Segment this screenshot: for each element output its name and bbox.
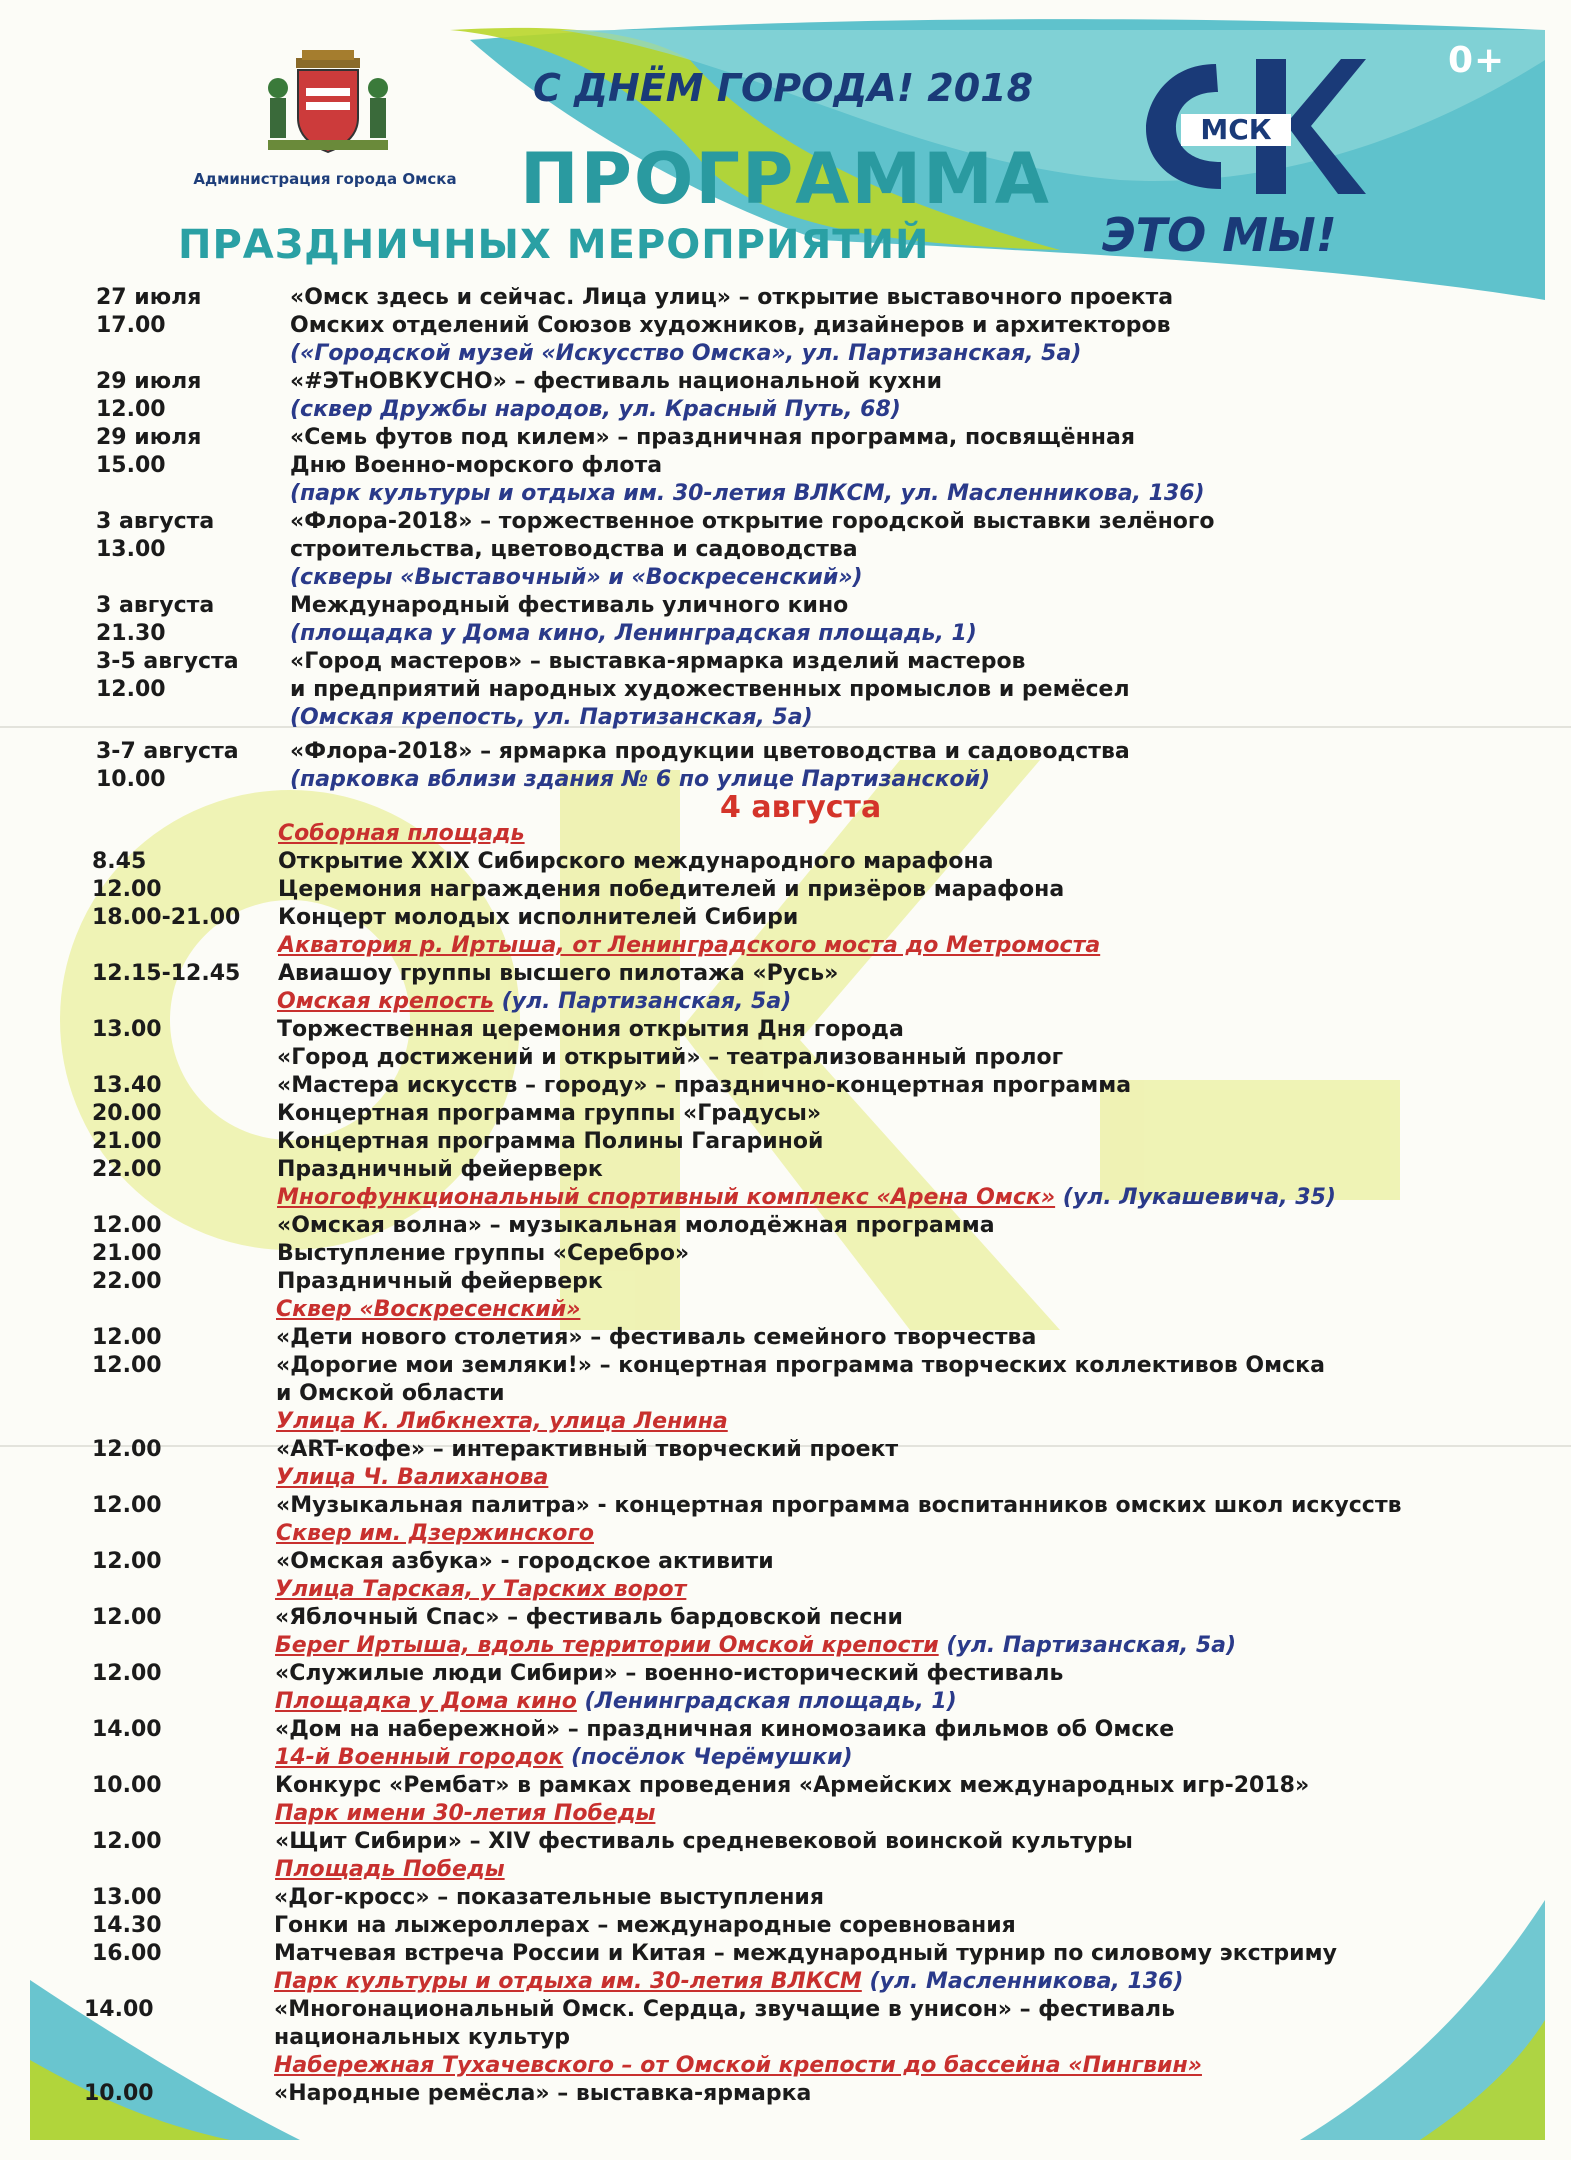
event-description: «Служилые люди Сибири» – военно-исторический фестиваль xyxy=(275,1661,1064,1686)
event-description: «Семь футов под килем» – праздничная программа, посвящённая xyxy=(290,425,1135,450)
venue-heading: Сквер им. Дзержинского xyxy=(276,1521,594,1546)
venue-heading: Сквер «Воскресенский» xyxy=(276,1297,581,1322)
event-description: Международный фестиваль уличного кино xyxy=(290,593,849,618)
event-time: 12.00 xyxy=(92,877,162,902)
event-description: «Яблочный Спас» – фестиваль бардовской песни xyxy=(275,1605,903,1630)
slogan-text: ЭТО МЫ! xyxy=(1102,208,1337,262)
event-description: и предприятий народных художественных промыслов и ремёсел xyxy=(290,677,1130,702)
greeting-text: С ДНЁМ ГОРОДА! xyxy=(533,66,915,110)
event-description: «Народные ремёсла» – выставка-ярмарка xyxy=(274,2081,812,2106)
event-time: 13.00 xyxy=(92,1885,162,1910)
event-description: «Дог-кросс» – показательные выступления xyxy=(274,1885,824,1910)
event-description: «#ЭТнОВКУСНО» – фестиваль национальной кухни xyxy=(290,369,943,394)
day-heading: 4 августа xyxy=(720,790,882,825)
venue-address: (ул. Партизанская, 5а) xyxy=(493,989,792,1014)
event-description: Концертная программа группы «Градусы» xyxy=(277,1101,822,1126)
event-venue: (площадка у Дома кино, Ленинградская площадь, 1) xyxy=(290,621,977,646)
event-description: национальных культур xyxy=(274,2025,571,2050)
event-time: 3 августа xyxy=(96,509,215,534)
event-description: Выступление группы «Серебро» xyxy=(277,1241,690,1266)
venue-heading: Набережная Тухачевского – от Омской крепости до бассейна «Пингвин» xyxy=(274,2053,1202,2078)
logo-text: МСК xyxy=(1200,113,1272,146)
event-description: строительства, цветоводства и садоводства xyxy=(290,537,858,562)
event-time: 29 июля xyxy=(96,369,202,394)
event-description: «Город мастеров» – выставка-ярмарка изделий мастеров xyxy=(290,649,1026,674)
venue-name: Площадка у Дома кино xyxy=(275,1689,577,1714)
event-description: «Дом на набережной» – праздничная киномозаика фильмов об Омске xyxy=(275,1717,1175,1742)
event-time: 14.30 xyxy=(92,1913,162,1938)
venue-heading xyxy=(277,1184,1336,1212)
event-time: 10.00 xyxy=(92,1773,162,1798)
event-time: 20.00 xyxy=(92,1101,162,1126)
event-time: 12.00 xyxy=(92,1353,162,1378)
venue-heading: Улица К. Либкнехта, улица Ленина xyxy=(276,1409,728,1434)
event-time: 14.00 xyxy=(92,1717,162,1742)
venue-heading: Площадь Победы xyxy=(275,1857,505,1882)
event-time: 12.00 xyxy=(96,397,166,422)
event-time: 18.00-21.00 xyxy=(92,905,241,930)
event-venue: (Омская крепость, ул. Партизанская, 5а) xyxy=(290,705,813,730)
event-time: 10.00 xyxy=(96,767,166,792)
event-time: 21.00 xyxy=(92,1129,162,1154)
event-description: «Флора-2018» – торжественное открытие городской выставки зелёного xyxy=(290,509,1215,534)
venue-name: Берег Иртыша, вдоль территории Омской крепости xyxy=(275,1633,939,1658)
event-description: Праздничный фейерверк xyxy=(277,1269,603,1294)
event-time: 12.00 xyxy=(92,1325,162,1350)
event-time: 3 августа xyxy=(96,593,215,618)
event-time: 17.00 xyxy=(96,313,166,338)
event-description: «Щит Сибири» – XIV фестиваль средневековой воинской культуры xyxy=(275,1829,1133,1854)
event-time: 10.00 xyxy=(84,2081,154,2106)
venue-address: (Ленинградская площадь, 1) xyxy=(576,1689,957,1714)
event-time: 12.00 xyxy=(92,1437,162,1462)
event-description: Торжественная церемония открытия Дня города xyxy=(277,1017,904,1042)
event-time: 12.00 xyxy=(92,1549,162,1574)
venue-heading: Акватория р. Иртыша, от Ленинградского моста до Метромоста xyxy=(278,933,1101,958)
event-time: 12.00 xyxy=(92,1213,162,1238)
venue-address: (ул. Масленникова, 136) xyxy=(861,1969,1184,1994)
venue-address: (ул. Партизанская, 5а) xyxy=(938,1633,1237,1658)
event-time: 12.00 xyxy=(92,1829,162,1854)
event-description: Матчевая встреча России и Китая – международный турнир по силовому экстриму xyxy=(274,1941,1337,1966)
venue-heading: Улица Ч. Валиханова xyxy=(276,1465,549,1490)
event-time: 21.30 xyxy=(96,621,166,646)
event-time: 22.00 xyxy=(92,1157,162,1182)
program-title: ПРОГРАММА xyxy=(520,138,1051,220)
event-venue: (парк культуры и отдыха им. 30-летия ВЛКСМ, ул. Масленникова, 136) xyxy=(290,481,1205,506)
event-time: 21.00 xyxy=(92,1241,162,1266)
event-venue: (сквер Дружбы народов, ул. Красный Путь, 68) xyxy=(290,397,901,422)
venue-heading: Улица Тарская, у Тарских ворот xyxy=(275,1577,687,1602)
venue-heading xyxy=(277,988,791,1016)
event-venue: (парковка вблизи здания № 6 по улице Партизанской) xyxy=(290,767,991,792)
event-time: 12.00 xyxy=(92,1661,162,1686)
event-description: Концерт молодых исполнителей Сибири xyxy=(278,905,799,930)
year-text: 2018 xyxy=(927,66,1034,110)
event-description: и Омской области xyxy=(276,1381,505,1406)
event-description: Открытие XXIX Сибирского международного марафона xyxy=(278,849,994,874)
venue-heading xyxy=(274,1968,1183,1996)
event-description: «Музыкальная палитра» - концертная программа воспитанников омских школ искусств xyxy=(276,1493,1402,1518)
event-time: 27 июля xyxy=(96,285,202,310)
event-time: 3-7 августа xyxy=(96,739,239,764)
venue-heading xyxy=(275,1744,853,1772)
venue-heading: Парк имени 30-летия Победы xyxy=(275,1801,656,1826)
event-time: 13.00 xyxy=(96,537,166,562)
event-time: 13.40 xyxy=(92,1073,162,1098)
event-description: Гонки на лыжероллерах – международные соревнования xyxy=(274,1913,1016,1938)
event-venue: («Городской музей «Искусство Омска», ул. Партизанская, 5а) xyxy=(290,341,1082,366)
event-description: Праздничный фейерверк xyxy=(277,1157,603,1182)
event-time: 14.00 xyxy=(84,1997,154,2022)
venue-address: (посёлок Черёмушки) xyxy=(563,1745,853,1770)
venue-name: Многофункциональный спортивный комплекс «Арена Омск» xyxy=(277,1185,1056,1210)
event-time: 3-5 августа xyxy=(96,649,239,674)
event-description: «Город достижений и открытий» – театрализованный пролог xyxy=(277,1045,1064,1070)
event-time: 15.00 xyxy=(96,453,166,478)
event-description: «Флора-2018» – ярмарка продукции цветоводства и садоводства xyxy=(290,739,1130,764)
event-description: Конкурс «Рембат» в рамках проведения «Армейских международных игр-2018» xyxy=(275,1773,1310,1798)
event-description: Церемония награждения победителей и призёров марафона xyxy=(278,877,1065,902)
event-description: Дню Военно-морского флота xyxy=(290,453,663,478)
event-description: «Мастера искусств – городу» – празднично-концертная программа xyxy=(277,1073,1132,1098)
venue-name: Омская крепость xyxy=(277,989,494,1014)
event-description: «Омская волна» – музыкальная молодёжная программа xyxy=(277,1213,995,1238)
event-description: «Дети нового столетия» – фестиваль семейного творчества xyxy=(276,1325,1037,1350)
venue-name: 14-й Военный городок xyxy=(275,1745,564,1770)
event-description: «Омск здесь и сейчас. Лица улиц» – открытие выставочного проекта xyxy=(290,285,1174,310)
event-time: 22.00 xyxy=(92,1269,162,1294)
event-time: 12.00 xyxy=(96,677,166,702)
venue-heading xyxy=(275,1688,957,1716)
program-subtitle: ПРАЗДНИЧНЫХ МЕРОПРИЯТИЙ xyxy=(178,222,930,268)
age-rating-badge: 0+ xyxy=(1448,40,1506,81)
administration-label: Администрация города Омска xyxy=(193,170,457,188)
event-venue: (скверы «Выставочный» и «Воскресенский») xyxy=(290,565,863,590)
event-time: 12.00 xyxy=(92,1493,162,1518)
event-time: 13.00 xyxy=(92,1017,162,1042)
venue-heading: Соборная площадь xyxy=(278,821,525,846)
venue-name: Парк культуры и отдыха им. 30-летия ВЛКСМ xyxy=(274,1969,862,1994)
event-time: 12.15-12.45 xyxy=(92,961,241,986)
venue-address: (ул. Лукашевича, 35) xyxy=(1055,1185,1336,1210)
event-description: Концертная программа Полины Гагариной xyxy=(277,1129,824,1154)
event-time: 29 июля xyxy=(96,425,202,450)
event-time: 12.00 xyxy=(92,1605,162,1630)
event-description: «Многонациональный Омск. Сердца, звучащие в унисон» – фестиваль xyxy=(274,1997,1176,2022)
event-description: «ART-кофе» – интерактивный творческий проект xyxy=(276,1437,899,1462)
event-time: 8.45 xyxy=(92,849,147,874)
event-description: Омских отделений Союзов художников, дизайнеров и архитекторов xyxy=(290,313,1171,338)
event-time: 16.00 xyxy=(92,1941,162,1966)
event-description: «Дорогие мои земляки!» – концертная программа творческих коллективов Омска xyxy=(276,1353,1325,1378)
event-description: Авиашоу группы высшего пилотажа «Русь» xyxy=(278,961,839,986)
venue-heading xyxy=(275,1632,1236,1660)
event-description: «Омская азбука» - городское активити xyxy=(276,1549,774,1574)
